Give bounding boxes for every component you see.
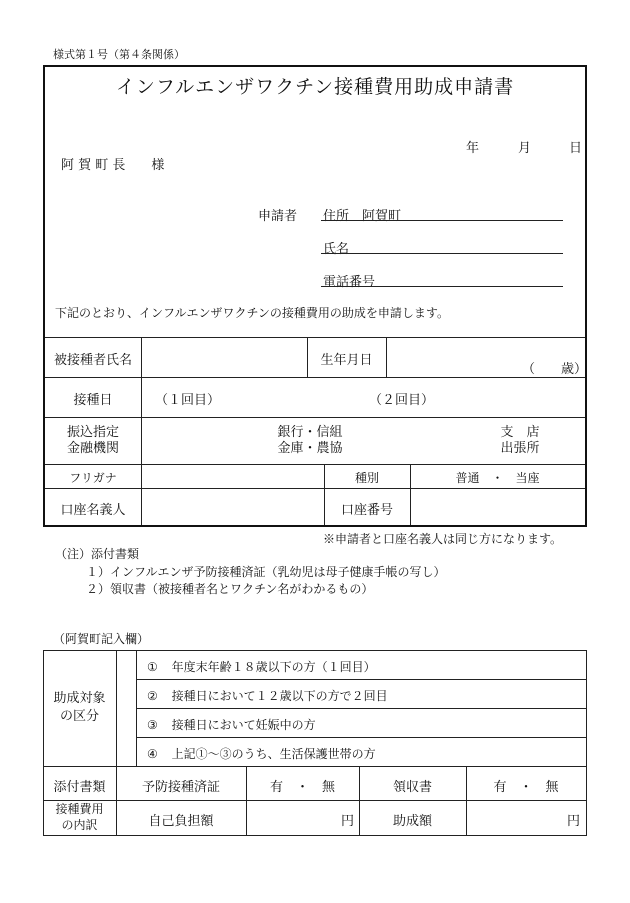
eligibility-label-line2: の区分 — [59, 709, 99, 724]
date-day-label: 日 — [569, 141, 583, 156]
receipt-label: 領収書 — [392, 780, 432, 795]
bank-label-line1: 振込指定 — [66, 425, 119, 440]
eligibility-option-2[interactable] — [147, 687, 388, 704]
bank-label-line2: 金融機関 — [66, 441, 119, 456]
addressee: 阿 賀 町 長 様 — [61, 158, 165, 173]
subsidy-yen: 円 — [567, 814, 581, 829]
account-number-field[interactable] — [412, 490, 585, 524]
self-pay-label: 自己負担額 — [148, 814, 214, 829]
eligibility-option-4[interactable] — [147, 745, 376, 762]
option-mark-2: ② — [147, 689, 158, 703]
eligibility-label — [43, 690, 116, 726]
admin-table-frame — [43, 650, 587, 836]
subsidy-label: 助成額 — [392, 814, 432, 829]
attachments-heading: （注）添付書類 — [55, 547, 140, 561]
date-year-label: 年 — [466, 141, 480, 156]
option-text-2: 接種日において１２歳以下の方で２回目 — [171, 689, 388, 703]
account-number-label: 口座番号 — [340, 503, 393, 518]
breakdown-label-line1: 接種費用 — [55, 802, 104, 816]
certificate-yes-no[interactable]: 有 ・ 無 — [269, 780, 335, 795]
vaccinee-name-label: 被接種者氏名 — [53, 353, 132, 368]
statement-text: 下記のとおり、インフルエンザワクチンの接種費用の助成を申請します。 — [55, 306, 449, 320]
phone-label: 電話番号 — [323, 275, 376, 290]
option-mark-4: ④ — [147, 747, 158, 761]
branch-line2: 出張所 — [500, 441, 540, 456]
address-label: 住所 — [323, 209, 350, 224]
applicant-label: 申請者 — [258, 209, 298, 224]
self-pay-yen: 円 — [341, 814, 355, 829]
option-text-1: 年度末年齢１８歳以下の方（１回目） — [171, 660, 376, 674]
breakdown-label — [43, 801, 116, 833]
phone-field[interactable] — [321, 286, 563, 287]
date-month-label: 月 — [518, 141, 532, 156]
attachment-item-2: ２）領収書（被接種者名とワクチン名がわかるもの） — [86, 582, 374, 596]
attachment-item-1: １）インフルエンザ予防接種済証（乳幼児は母子健康手帳の写し） — [86, 565, 446, 579]
vaccinee-name-field[interactable] — [143, 339, 305, 375]
address-value: 阿賀町 — [362, 209, 402, 224]
option-mark-1: ① — [147, 660, 158, 674]
breakdown-label-line2: の内訳 — [61, 818, 98, 832]
option-text-4: 上記①～③のうち、生活保護世帯の方 — [171, 747, 376, 761]
account-holder-field[interactable] — [143, 490, 323, 524]
option-text-3: 接種日において妊娠中の方 — [171, 718, 316, 732]
age-suffix: （ 歳） — [522, 362, 588, 377]
application-form-frame — [43, 65, 587, 527]
bank-type-line1: 銀行・信組 — [277, 425, 343, 440]
receipt-yes-no[interactable]: 有 ・ 無 — [493, 780, 559, 795]
certificate-label: 予防接種済証 — [141, 780, 220, 795]
attached-docs-label: 添付書類 — [53, 780, 106, 795]
vaccination-date-label: 接種日 — [73, 393, 113, 408]
account-holder-label: 口座名義人 — [60, 503, 126, 518]
account-type-label: 種別 — [354, 471, 379, 485]
branch-line1: 支 店 — [500, 425, 540, 440]
name-label: 氏名 — [323, 242, 350, 257]
furigana-label: フリガナ — [69, 471, 117, 485]
eligibility-option-1[interactable] — [147, 658, 376, 675]
holder-note: ※申請者と口座名義人は同じ方になります。 — [323, 532, 563, 546]
bank-label — [45, 425, 141, 457]
bank-type — [270, 425, 350, 457]
second-dose-label: （２回目） — [369, 393, 435, 408]
eligibility-label-line1: 助成対象 — [53, 691, 106, 706]
form-number: 様式第１号（第４条関係） — [53, 48, 185, 61]
eligibility-option-3[interactable] — [147, 716, 316, 733]
page-title: インフルエンザワクチン接種費用助成申請書 — [115, 76, 515, 98]
account-type-options[interactable]: 普通 ・ 当座 — [455, 471, 540, 485]
address-field[interactable] — [321, 220, 563, 221]
option-mark-3: ③ — [147, 718, 158, 732]
first-dose-label: （１回目） — [155, 393, 221, 408]
furigana-field[interactable] — [143, 466, 323, 486]
birthdate-label: 生年月日 — [320, 353, 373, 368]
applicant-name-field[interactable] — [321, 253, 563, 254]
bank-type-line2: 金庫・農協 — [277, 441, 343, 456]
admin-heading: （阿賀町記入欄） — [53, 632, 150, 646]
branch-type — [490, 425, 550, 457]
